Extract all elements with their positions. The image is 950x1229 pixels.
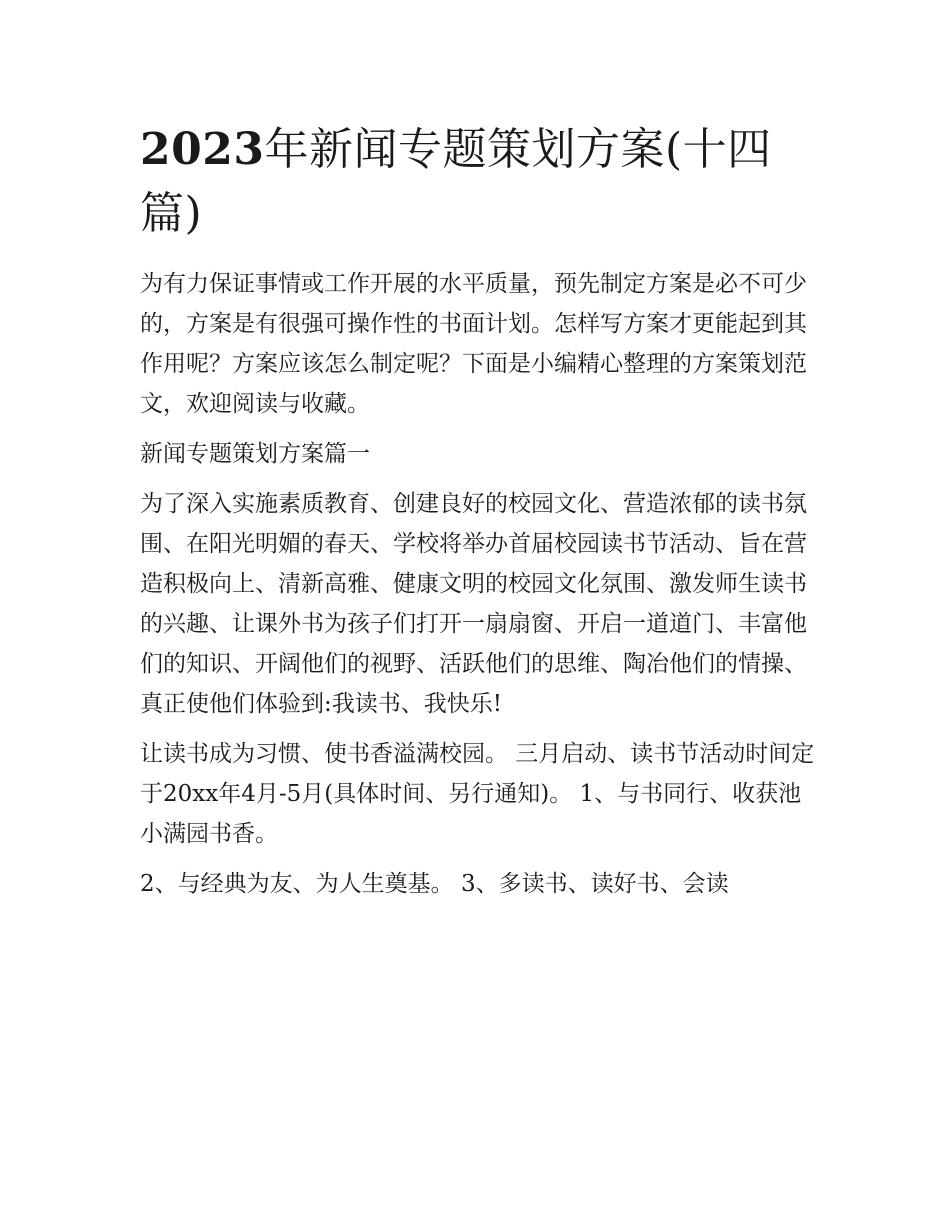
body-paragraph: 2、与经典为友、为人生奠基。 3、多读书、读好书、会读 bbox=[140, 871, 729, 897]
intro-paragraph: 为有力保证事情或工作开展的水平质量，预先制定方案是必不可少的，方案是有很强可操作性的书面计划。怎样写方案才更能起到其作用呢？方案应该怎么制定呢？下面是小编精心整理的方案策划范文，欢迎阅读与收藏。 bbox=[140, 271, 807, 417]
body-paragraph: 为了深入实施素质教育、创建良好的校园文化、营造浓郁的读书氛围、在阳光明媚的春天、学校将举办首届校园读书节活动、旨在营造积极向上、清新高雅、健康文明的校园文化氛围、激发师生读书的兴趣、让课外书为孩子们打开一扇扇窗、开启一道道门、丰富他们的知识、开阔他们的视野、活跃他们的思维、陶冶他们的情操、真正使他们体验到:我读书、我快乐! bbox=[140, 491, 807, 717]
section-heading: 新闻专题策划方案篇一 bbox=[140, 441, 370, 467]
title-year: 2023 bbox=[140, 124, 265, 175]
document-content bbox=[140, 118, 820, 904]
document-title bbox=[140, 118, 820, 246]
body-paragraph: 让读书成为习惯、使书香溢满校园。 三月启动、读书节活动时间定于20xx年4月-5月(具体时间、另行通知)。 1、与书同行、收获池小满园书香。 bbox=[140, 741, 815, 847]
title-text: 年新闻专题策划方案(十四篇) bbox=[140, 124, 772, 239]
